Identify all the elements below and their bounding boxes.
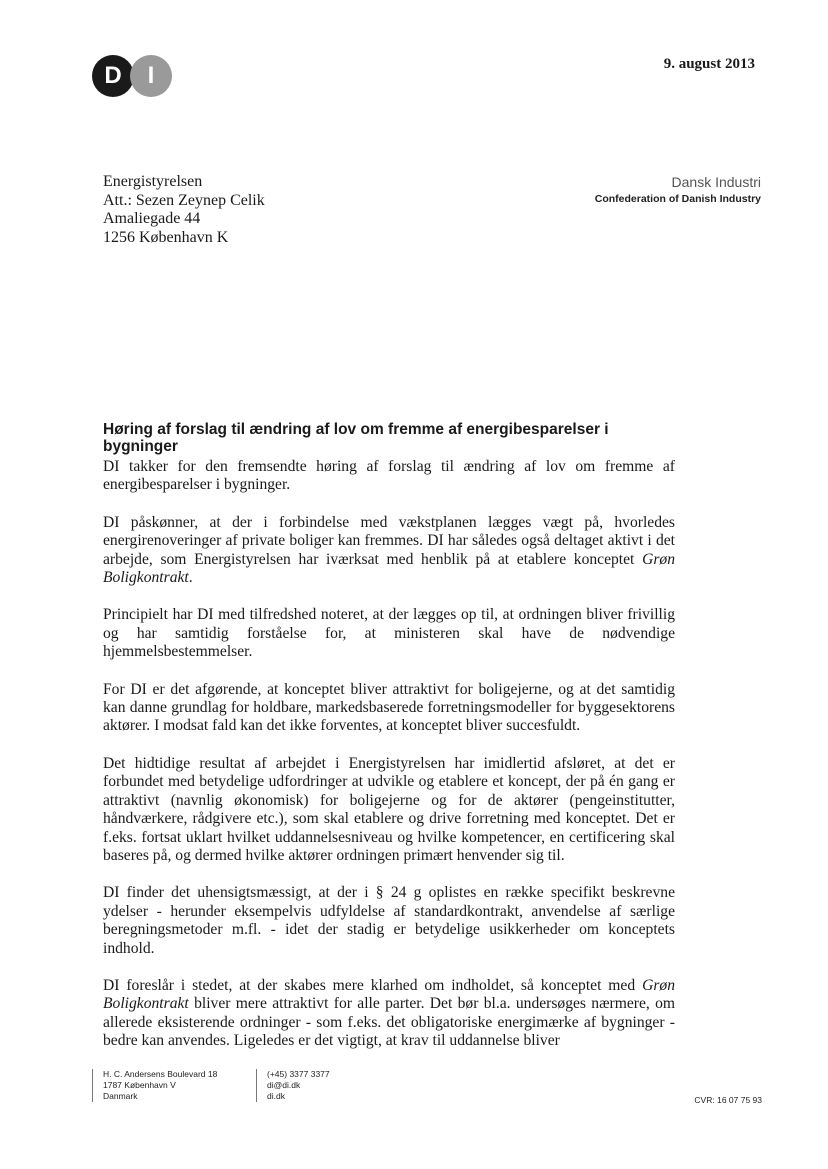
paragraph: DI finder det uhensigtsmæssigt, at der i § 24 g oplistes en række specifikt beskrevne ydelser - herunder eksempelvis udfyldelse af standardkontrakt, anvendelse af særlige beregningsmetoder m.fl. - idet der stadig er betydelige usikkerheder om konceptets indhold. [103, 884, 675, 957]
footer-contact [256, 1069, 330, 1102]
page-footer [92, 1069, 762, 1109]
paragraph-italic: Grøn Boligkontrakt [103, 976, 675, 1013]
footer-line: 1787 København V [103, 1080, 176, 1090]
footer-cvr: CVR: 16 07 75 93 [694, 1095, 762, 1105]
paragraph-text: DI foreslår i stedet, at der skabes mere klarhed om indholdet, så konceptet med [103, 976, 643, 994]
recipient-line: Energistyrelsen [103, 173, 203, 190]
org-subtitle: Confederation of Danish Industry [594, 193, 761, 205]
footer-email[interactable]: di@di.dk [267, 1080, 301, 1090]
paragraph: Principielt har DI med tilfredshed noteret, at der lægges op til, at ordningen bliver frivillig og har samtidig forståelse for, at ministeren skal have de nødvendige hjemmelsbestemmelser. [103, 606, 675, 661]
sender-organization [595, 174, 761, 205]
paragraph-text: DI påskønner, at der i forbindelse med vækstplanen lægges vægt på, hvorledes energirenoveringer af private boliger kan fremmes. DI har således også deltaget aktivt i det arbejde, som Energistyrelsen har iværksat med henblik på at etablere konceptet [103, 513, 675, 568]
footer-phone: (+45) 3377 3377 [267, 1069, 330, 1079]
footer-line: H. C. Andersens Boulevard 18 [103, 1069, 218, 1079]
paragraph: DI takker for den fremsendte høring af forslag til ændring af lov om fremme af energibesparelser i bygninger. [103, 458, 675, 494]
footer-address [92, 1069, 217, 1102]
footer-website[interactable]: di.dk [267, 1091, 285, 1101]
letter-date: 9. august 2013 [663, 56, 755, 72]
org-name: Dansk Industri [671, 174, 761, 190]
paragraph [103, 514, 675, 588]
paragraph: Det hidtidige resultat af arbejdet i Energistyrelsen har imidlertid afsløret, at det er forbundet med betydelige udfordringer at udvikle og etablere et koncept, der på én gang er attraktivt (navnlig økonomisk) for boligejerne og for de aktører (pengeinstitutter, håndværkere, rådgivere etc.), som skal etablere og drive forretning med konceptet. Det er f.eks. fortsat uklart hvilket uddannelsesniveau og hvilke kompetencer, en certificering skal baseres på, og dermed hvilke aktører ordningen primært henvender sig til. [103, 754, 675, 864]
logo-letter-d: D [92, 55, 134, 97]
paragraph-text: . [188, 569, 193, 587]
recipient-line: Amaliegade 44 [103, 210, 201, 227]
paragraph-italic: Grøn Boligkontrakt [103, 550, 675, 587]
recipient-address [103, 173, 265, 247]
paragraph: For DI er det afgørende, at konceptet bliver attraktivt for boligejerne, og at det samtidig kan danne grundlag for holdbare, markedsbaserede forretningsmodeller for byggesektorens aktører. I modsat fald kan det ikke forventes, at konceptet bliver succesfuldt. [103, 680, 675, 735]
logo-letter-i: I [130, 55, 172, 97]
recipient-line: Att.: Sezen Zeynep Celik [103, 191, 265, 209]
letter-body [103, 458, 675, 1070]
footer-line: Danmark [103, 1091, 138, 1101]
recipient-line: 1256 København K [103, 228, 229, 246]
paragraph-text: bliver mere attraktivt for alle parter. Det bør bl.a. undersøges nærmere, om allerede eksisterende ordninger - som f.eks. det obligatoriske energimærke af bygninger - bedre kan anvendes. Ligeledes er det vigtigt, at krav til uddannelse bliver [103, 995, 675, 1050]
letter-subject: Høring af forslag til ændring af lov om fremme af energibesparelser i bygninger [103, 421, 609, 455]
paragraph [103, 977, 675, 1051]
